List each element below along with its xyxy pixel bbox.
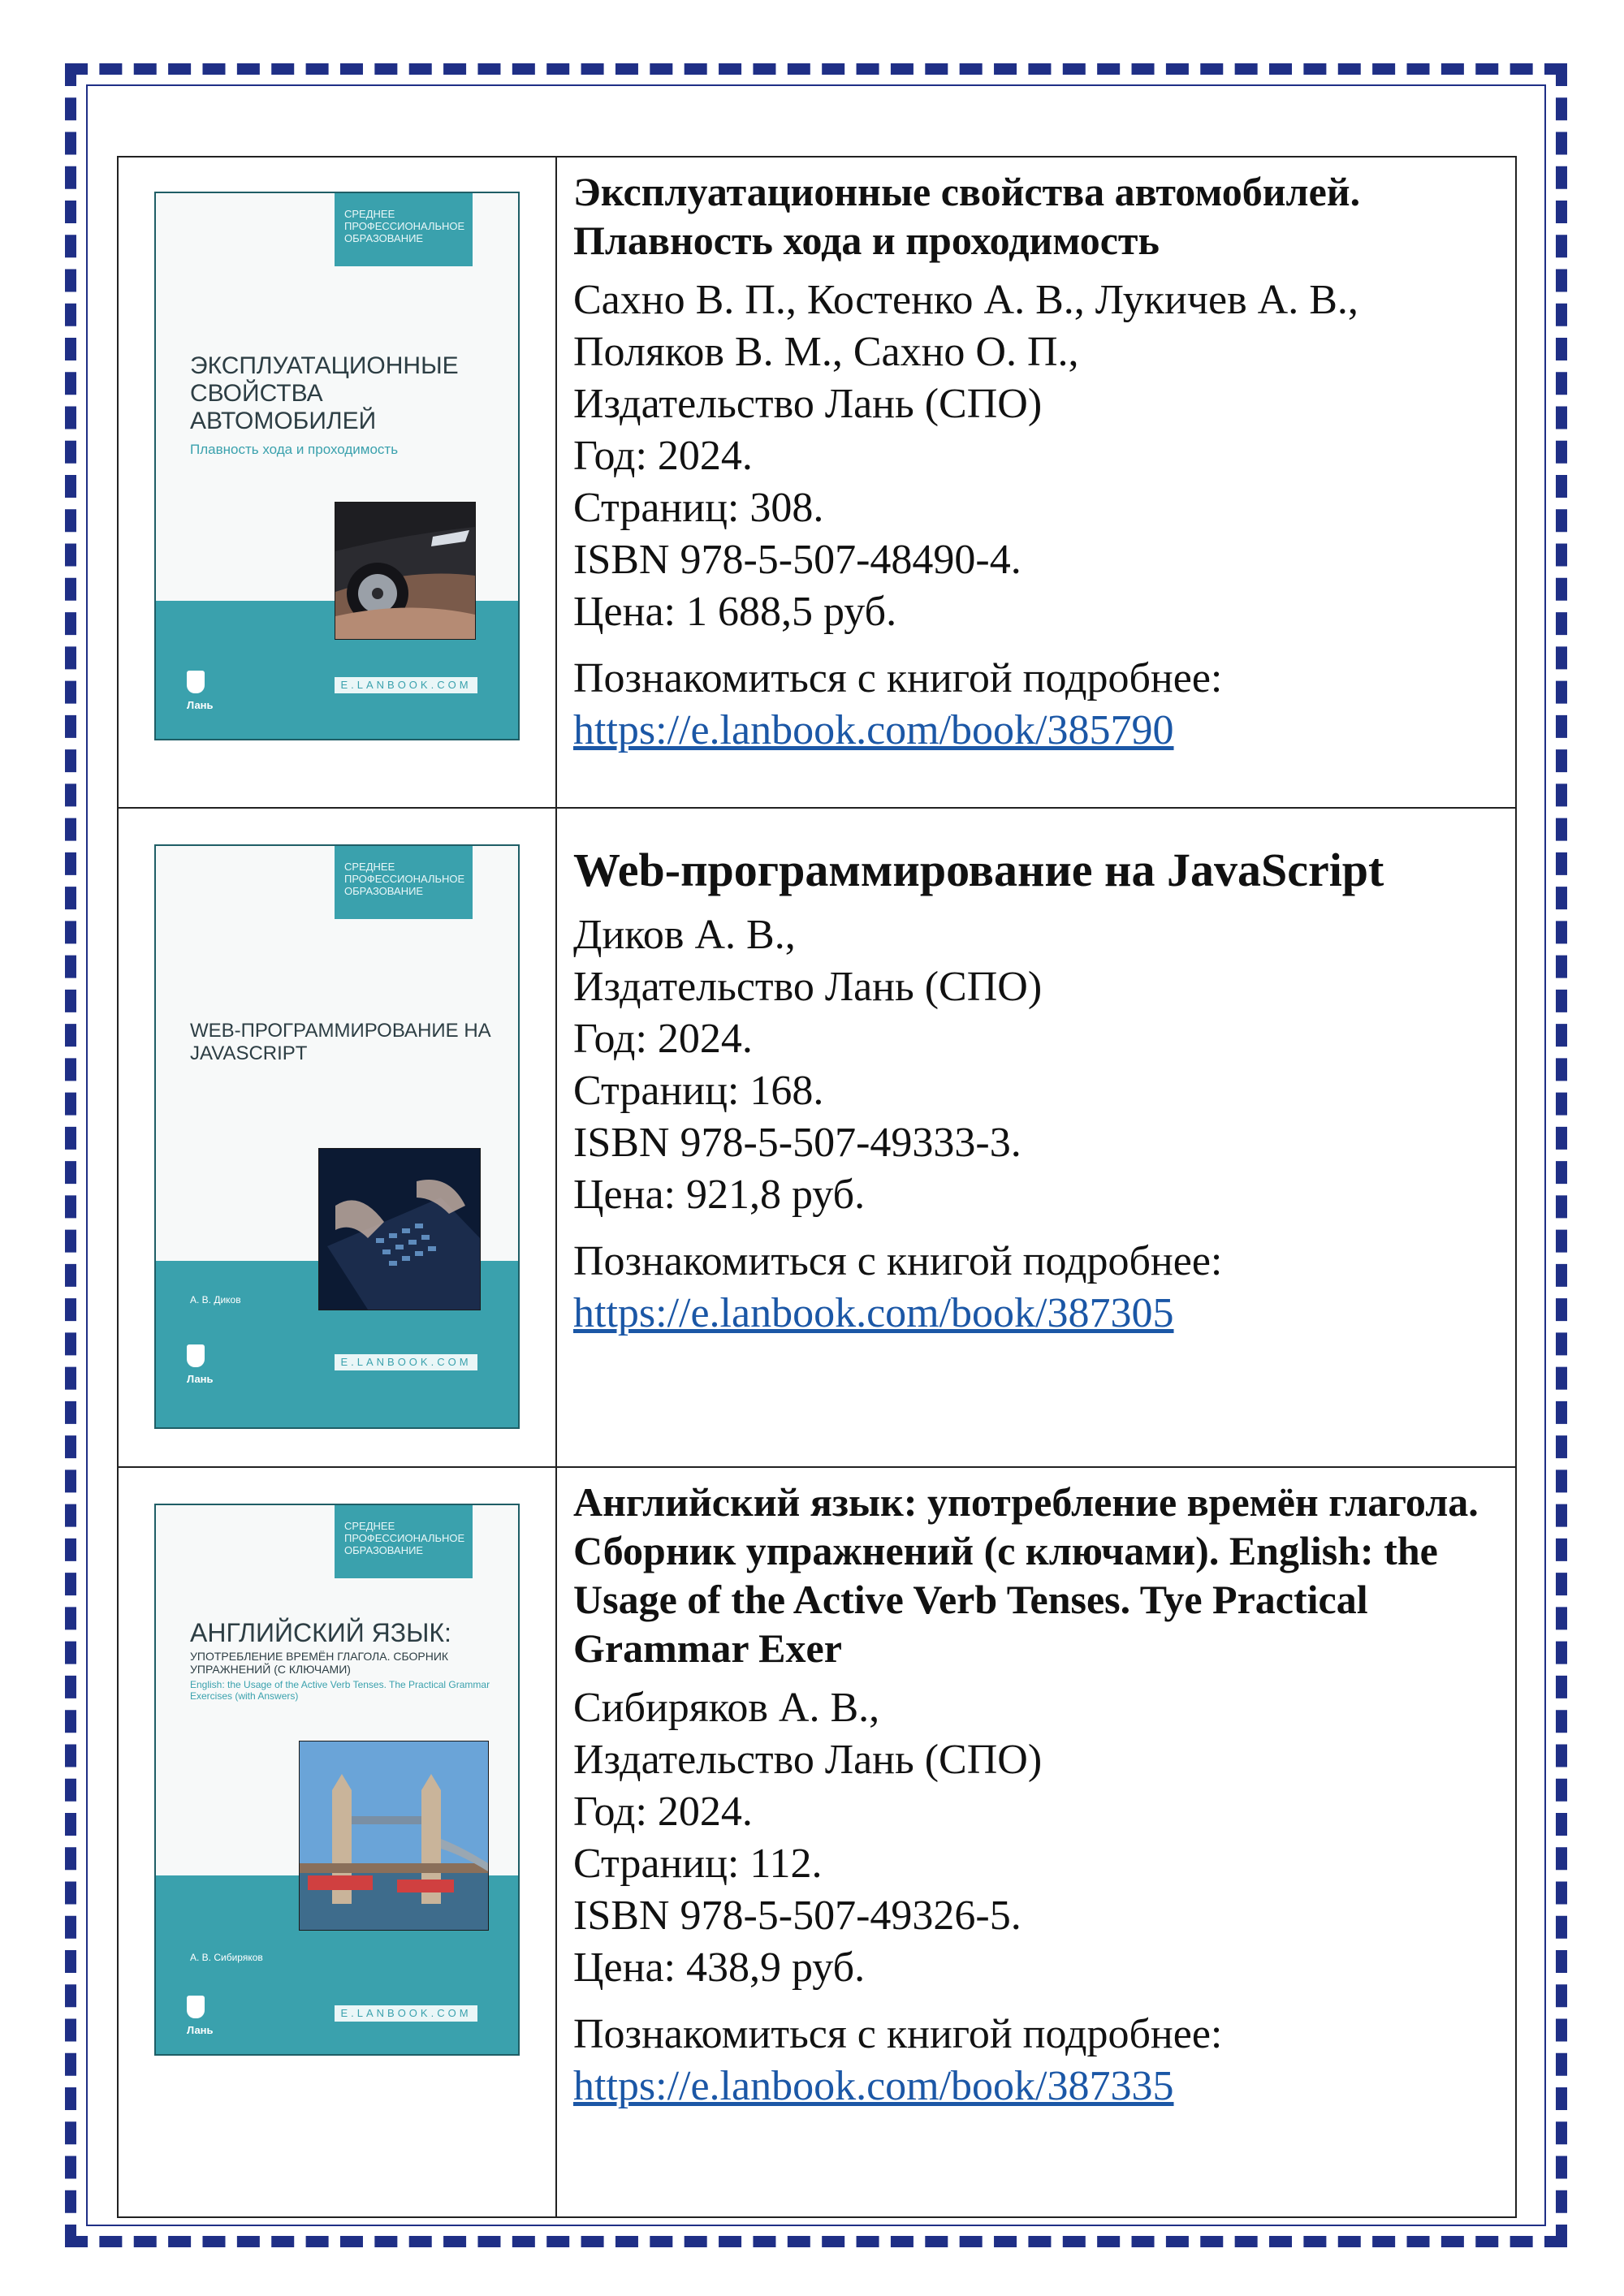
publisher-logo: Лань: [187, 669, 235, 693]
book-cover-3: [154, 1504, 520, 2056]
cover-author: А. В. Сибиряков: [190, 1952, 263, 1963]
book-pages: Страниц: 168.: [573, 1068, 824, 1114]
book-year: Год: 2024.: [573, 1789, 753, 1835]
book-authors: Диков А. В.,: [573, 912, 796, 958]
cover-site: E.LANBOOK.COM: [335, 2005, 477, 2022]
book-year: Год: 2024.: [573, 433, 753, 479]
cover-cell-2: [119, 809, 557, 1466]
book-cover-1: [154, 192, 520, 740]
more-label: Познакомиться с книгой подробнее:: [573, 655, 1223, 701]
book-authors: Сахно В. П., Костенко А. В., Лукичев А. В., Поляков В. М., Сахно О. П.,: [573, 277, 1358, 375]
book-row-1: [119, 158, 1515, 807]
book-isbn: ISBN 978-5-507-49326-5.: [573, 1892, 1021, 1939]
more-label: Познакомиться с книгой подробнее:: [573, 2011, 1223, 2057]
book-row-2: [119, 807, 1515, 1466]
info-cell-2: [559, 809, 1514, 1466]
book-link[interactable]: https://e.lanbook.com/book/387305: [573, 1290, 1174, 1336]
info-cell-3: [559, 1468, 1514, 2216]
book-price: Цена: 921,8 руб.: [573, 1172, 866, 1218]
book-title: Эксплуатационные свойства автомобилей. Плавность хода и проходимость: [573, 169, 1361, 263]
book-price: Цена: 438,9 руб.: [573, 1944, 866, 1991]
book-publisher: Издательство Лань (СПО): [573, 381, 1043, 427]
laptop-photo: [318, 1148, 481, 1310]
book-authors: Сибиряков А. В.,: [573, 1685, 880, 1731]
book-table: [117, 156, 1517, 2218]
book-price: Цена: 1 688,5 руб.: [573, 589, 897, 635]
cover-title: АНГЛИЙСКИЙ ЯЗЫК:: [190, 1618, 451, 1647]
cover-cell-1: [119, 158, 557, 807]
info-cell-1: [559, 158, 1514, 807]
cover-site: E.LANBOOK.COM: [335, 1354, 477, 1370]
cover-title: WEB-ПРОГРАММИРОВАНИЕ НА JAVASCRIPT: [190, 1020, 491, 1064]
book-isbn: ISBN 978-5-507-49333-3.: [573, 1120, 1021, 1166]
cover-title: ЭКСПЛУАТАЦИОННЫЕ СВОЙСТВА АВТОМОБИЛЕЙ: [190, 352, 459, 434]
cover-series-label: СРЕДНЕЕ ПРОФЕССИОНАЛЬНОЕ ОБРАЗОВАНИЕ: [335, 846, 473, 919]
book-pages: Страниц: 308.: [573, 485, 824, 531]
book-publisher: Издательство Лань (СПО): [573, 964, 1043, 1010]
book-link[interactable]: https://e.lanbook.com/book/387335: [573, 2063, 1174, 2109]
cover-series-label: СРЕДНЕЕ ПРОФЕССИОНАЛЬНОЕ ОБРАЗОВАНИЕ: [335, 1505, 473, 1578]
cover-site: E.LANBOOK.COM: [335, 677, 477, 693]
book-isbn: ISBN 978-5-507-48490-4.: [573, 537, 1021, 583]
cover-subtitle: Плавность хода и проходимость: [190, 442, 399, 457]
book-row-3: [119, 1466, 1515, 2216]
cover-subtitle: УПОТРЕБЛЕНИЕ ВРЕМЁН ГЛАГОЛА. СБОРНИК УПРАЖНЕНИЙ (С КЛЮЧАМИ): [190, 1650, 449, 1676]
cover-series-label: СРЕДНЕЕ ПРОФЕССИОНАЛЬНОЕ ОБРАЗОВАНИЕ: [335, 193, 473, 266]
cover-cell-3: [119, 1468, 557, 2216]
cover-author: А. В. Диков: [190, 1294, 241, 1306]
book-cover-2: [154, 844, 520, 1429]
publisher-logo: Лань: [187, 1994, 235, 2018]
book-pages: Страниц: 112.: [573, 1841, 823, 1887]
cover-subtitle-en: English: the Usage of the Active Verb Tenses. The Practical Grammar Exercises (with Answers): [190, 1679, 490, 1702]
book-year: Год: 2024.: [573, 1016, 753, 1062]
bridge-photo: [299, 1741, 489, 1931]
book-title: Английский язык: употребление времён глагола. Сборник упражнений (с ключами). English: the Usage of the Active Verb Tenses. Tye Practical Grammar Exer: [573, 1479, 1479, 1671]
book-publisher: Издательство Лань (СПО): [573, 1737, 1043, 1783]
book-title: Web-программирование на JavaScript: [573, 844, 1384, 896]
publisher-logo: Лань: [187, 1343, 235, 1367]
car-photo: [335, 502, 476, 640]
book-link[interactable]: https://e.lanbook.com/book/385790: [573, 707, 1174, 753]
more-label: Познакомиться с книгой подробнее:: [573, 1238, 1223, 1284]
